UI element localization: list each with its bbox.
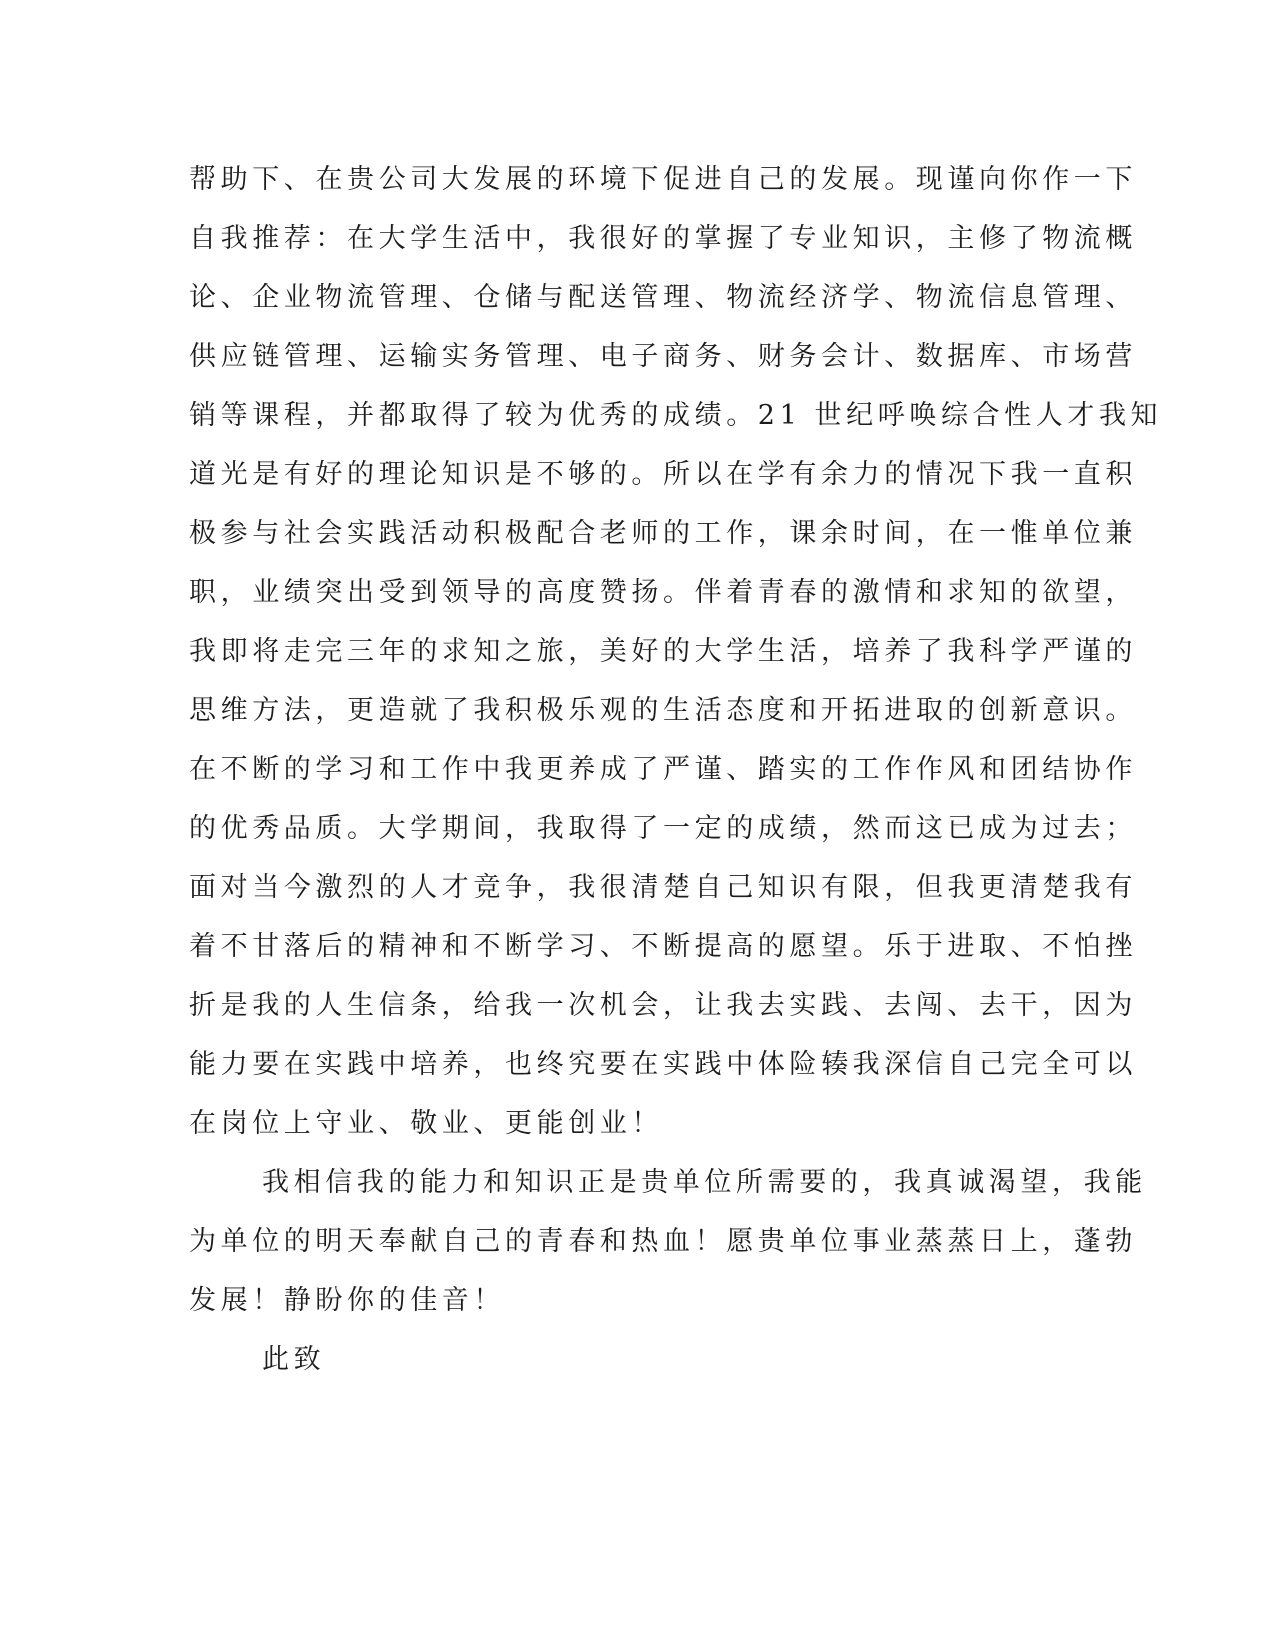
paragraph-first-line: 我相信我的能力和知识正是贵单位所需要的，我真诚渴望，我能: [262, 1167, 1147, 1198]
closing-salutation: 此致: [262, 1344, 326, 1375]
body-text-line: 面对当今激烈的人才竞争，我很清楚自己知识有限，但我更清楚我有: [189, 872, 1137, 903]
body-text-line: 的优秀品质。大学期间，我取得了一定的成绩，然而这已成为过去；: [189, 813, 1137, 844]
body-text-line: 发展！静盼你的佳音！: [189, 1285, 505, 1316]
body-text-line: 极参与社会实践活动积极配合老师的工作，课余时间，在一惟单位兼: [189, 518, 1137, 549]
body-text-line: 着不甘落后的精神和不断学习、不断提高的愿望。乐于进取、不怕挫: [189, 931, 1137, 962]
body-text-line: 能力要在实践中培养，也终究要在实践中体险辏我深信自己完全可以: [189, 1049, 1137, 1080]
body-text-line: 帮助下、在贵公司大发展的环境下促进自己的发展。现谨向你作一下: [189, 164, 1137, 195]
body-text-line: 我即将走完三年的求知之旅，美好的大学生活，培养了我科学严谨的: [189, 636, 1137, 667]
body-text-line: 论、企业物流管理、仓储与配送管理、物流经济学、物流信息管理、: [189, 282, 1137, 313]
body-text-line: 供应链管理、运输实务管理、电子商务、财务会计、数据库、市场营: [189, 341, 1137, 372]
body-text-line: 在不断的学习和工作中我更养成了严谨、踏实的工作作风和团结协作: [189, 754, 1137, 785]
body-text-line: 职，业绩突出受到领导的高度赞扬。伴着青春的激情和求知的欲望，: [189, 577, 1137, 608]
body-text-line: 思维方法，更造就了我积极乐观的生活态度和开拓进取的创新意识。: [189, 695, 1137, 726]
body-text-line: 道光是有好的理论知识是不够的。所以在学有余力的情况下我一直积: [189, 459, 1137, 490]
body-text-line: 为单位的明天奉献自己的青春和热血！愿贵单位事业蒸蒸日上，蓬勃: [189, 1226, 1137, 1257]
body-text-line: 在岗位上守业、敬业、更能创业！: [189, 1108, 663, 1139]
body-text-line: 销等课程，并都取得了较为优秀的成绩。21 世纪呼唤综合性人才我知: [189, 400, 1163, 431]
body-text-line: 自我推荐：在大学生活中，我很好的掌握了专业知识，主修了物流概: [189, 223, 1137, 254]
body-text-line: 折是我的人生信条，给我一次机会，让我去实践、去闯、去干，因为: [189, 990, 1137, 1021]
